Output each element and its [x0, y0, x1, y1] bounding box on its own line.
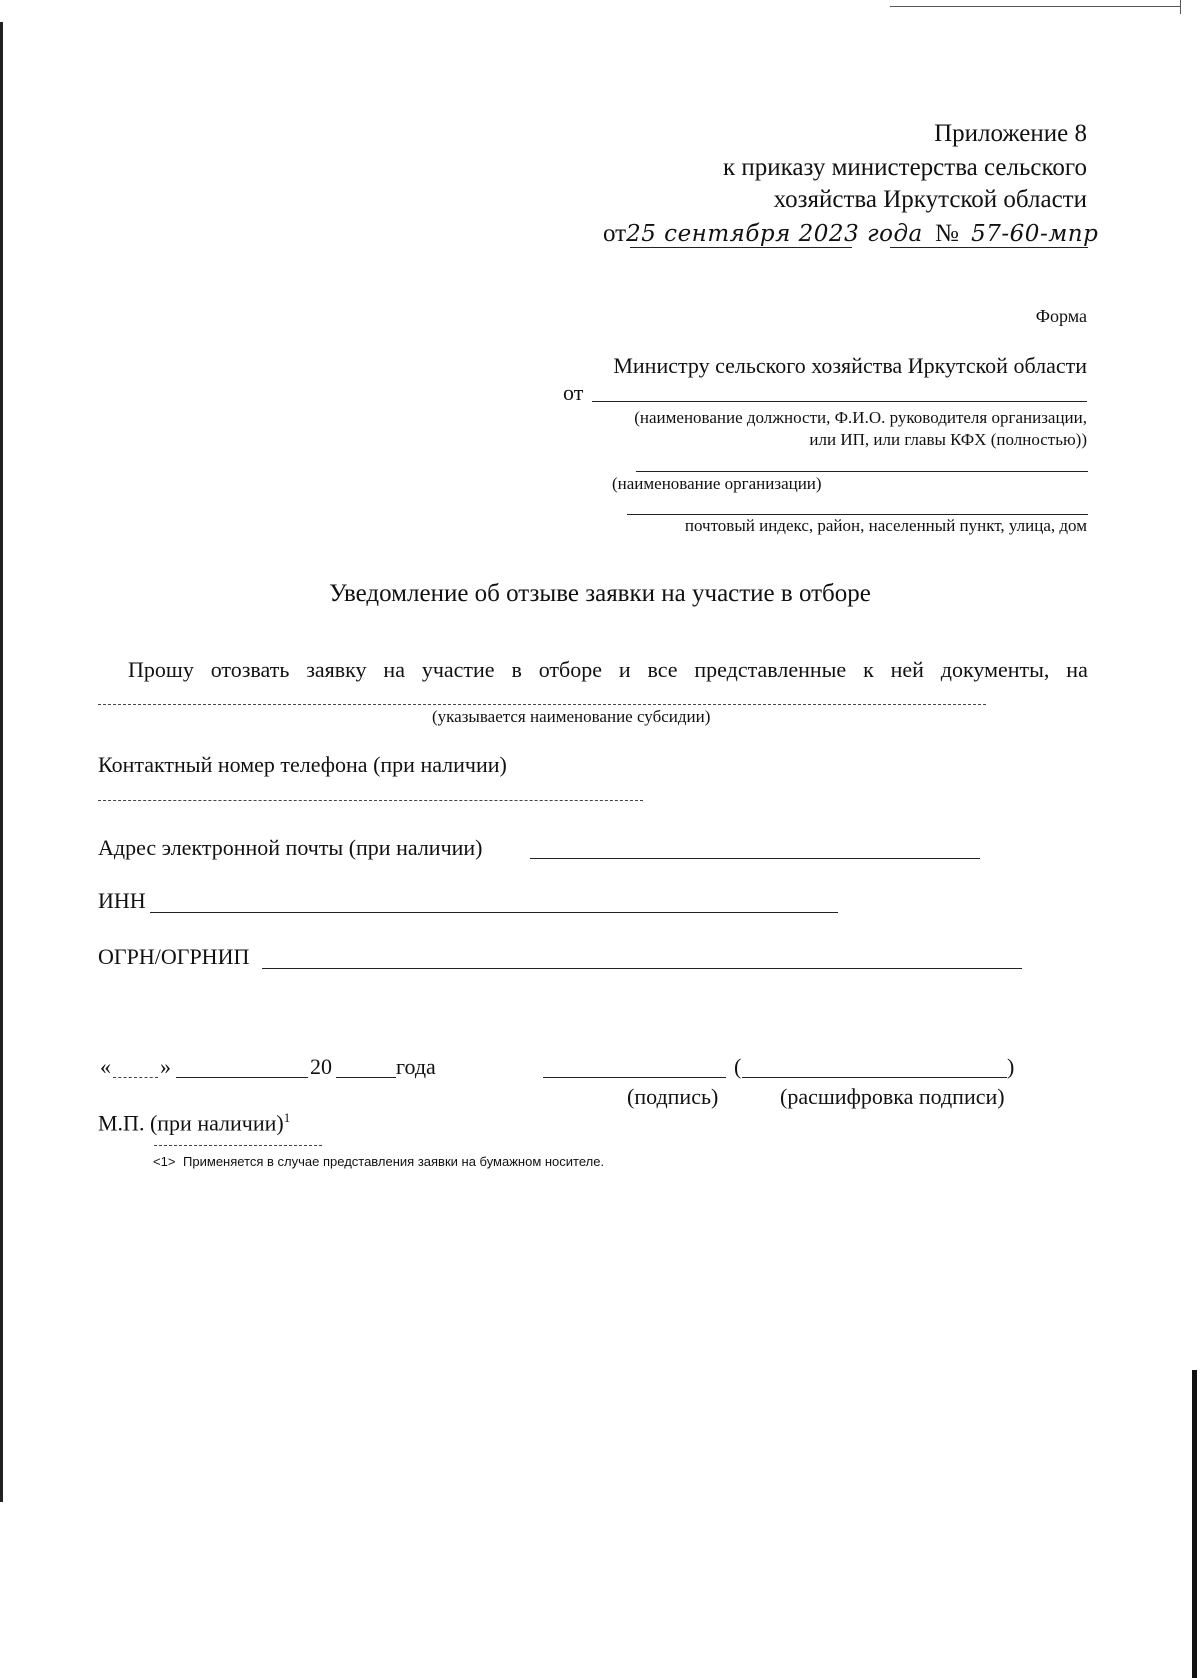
request-word: к — [863, 657, 874, 682]
footnote-text: Применяется в случае представления заявки на бумажном носителе. — [183, 1154, 605, 1169]
scan-edge-right — [1192, 1370, 1197, 1678]
paren-close: ) — [1007, 1054, 1015, 1079]
request-word: документы, — [940, 657, 1050, 682]
inn-field[interactable] — [150, 912, 838, 913]
order-date-underline — [630, 247, 852, 248]
decoding-label: (расшифровка подписи) — [780, 1084, 1005, 1109]
date-quote-close: » — [160, 1054, 171, 1079]
ogrn-label: ОГРН/ОГРНИП — [98, 944, 250, 969]
from-prefix: от — [603, 220, 627, 247]
date-day-field[interactable] — [113, 1077, 158, 1078]
addressee-hint-1: (наименование должности, Ф.И.О. руководителя организации, — [634, 408, 1087, 427]
document-title: Уведомление об отзыве заявки на участие в отборе — [329, 580, 871, 607]
email-field[interactable] — [530, 858, 980, 859]
stamp-footnote-mark: 1 — [283, 1110, 291, 1125]
addressee-from-label: от — [563, 380, 584, 405]
request-word: на — [383, 657, 405, 682]
address-line — [627, 514, 1088, 515]
scan-edge-left — [0, 22, 3, 1502]
address-hint: почтовый индекс, район, населенный пункт, улица, дом — [684, 516, 1087, 535]
subsidy-hint: (указывается наименование субсидии) — [432, 707, 711, 726]
signature-label: (подпись) — [627, 1084, 719, 1109]
stamp-label — [98, 1110, 290, 1136]
organization-hint: (наименование организации) — [612, 474, 822, 493]
date-quote-open: « — [100, 1054, 111, 1079]
order-reference: к приказу министерства сельского — [722, 154, 1087, 181]
scan-edge-top — [890, 6, 1180, 7]
request-word: отборе — [538, 657, 602, 682]
request-word: и — [618, 657, 631, 682]
request-word: ней — [890, 657, 924, 682]
organization-line — [636, 471, 1088, 472]
request-word: Прошу — [128, 657, 194, 682]
date-month-field[interactable] — [176, 1077, 308, 1078]
ministry-name: хозяйства Иркутской области — [773, 186, 1087, 213]
order-number-underline — [890, 247, 1088, 248]
request-text — [128, 657, 1088, 683]
email-label: Адрес электронной почты (при наличии) — [98, 835, 483, 860]
request-word: на — [1066, 657, 1088, 682]
year-suffix: года — [396, 1054, 436, 1079]
date-year-field[interactable] — [336, 1077, 396, 1078]
year-prefix: 20 — [310, 1054, 332, 1079]
addressee-hint-2: или ИП, или главы КФХ (полностью)) — [809, 430, 1087, 449]
order-number-handwritten: 57-60-мпр — [971, 221, 1099, 247]
request-word: все — [647, 657, 678, 682]
subsidy-line — [98, 704, 986, 705]
request-word: заявку — [306, 657, 367, 682]
number-sign: № — [935, 220, 959, 247]
addressee-from-line — [592, 401, 1087, 402]
footnote-separator — [154, 1145, 322, 1146]
signature-decoding-field[interactable] — [742, 1077, 1007, 1078]
order-date-handwritten: 25 сентября 2023 года — [626, 221, 923, 247]
form-label: Форма — [1035, 306, 1087, 326]
order-date-line — [603, 220, 1098, 248]
addressee-to: Министру сельского хозяйства Иркутской области — [613, 353, 1087, 378]
scan-edge-right-top — [1180, 0, 1181, 14]
stamp-label-text: М.П. (при наличии) — [98, 1110, 284, 1136]
footnote — [153, 1154, 604, 1169]
phone-field[interactable] — [98, 800, 643, 801]
phone-label: Контактный номер телефона (при наличии) — [98, 752, 507, 777]
footnote-marker: <1> — [153, 1154, 176, 1169]
request-word: участие — [421, 657, 495, 682]
request-word: представленные — [694, 657, 847, 682]
ogrn-field[interactable] — [262, 968, 1022, 969]
request-word: отозвать — [210, 657, 290, 682]
inn-label: ИНН — [98, 888, 146, 913]
request-word: в — [511, 657, 522, 682]
appendix-number: Приложение 8 — [934, 120, 1087, 147]
signature-field[interactable] — [543, 1077, 726, 1078]
paren-open: ( — [734, 1054, 742, 1079]
